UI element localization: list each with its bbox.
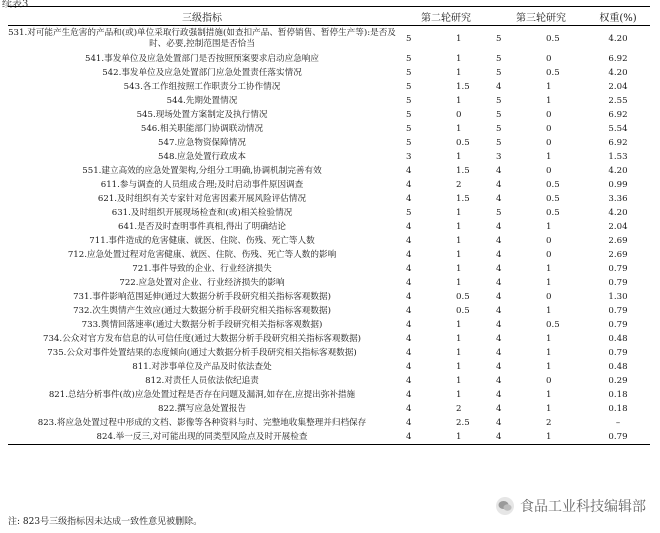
data-table-wrap <box>8 6 650 445</box>
table-row <box>8 164 650 178</box>
table-row <box>8 360 650 374</box>
weight-cell: 5.54 <box>608 123 628 134</box>
round3-spread-cell: 1 <box>546 389 552 400</box>
round3-spread-cell: 0 <box>546 53 552 64</box>
round2-score-cell: 4 <box>406 263 412 274</box>
watermark <box>496 496 646 516</box>
indicator-table <box>8 6 650 445</box>
table-row <box>8 66 650 80</box>
weight-cell: 0.48 <box>608 361 628 372</box>
round3-spread-cell: 0.5 <box>546 33 560 44</box>
indicator-cell: 812.对责任人员依法依纪追责 <box>145 375 259 386</box>
round3-spread-cell: 0.5 <box>546 193 560 204</box>
round3-spread-cell: 1 <box>546 305 552 316</box>
round3-score-cell: 4 <box>496 333 502 344</box>
round3-spread-cell: 1 <box>546 361 552 372</box>
round3-score-cell: 4 <box>496 235 502 246</box>
round2-score-cell: 5 <box>406 33 412 44</box>
round2-score-cell: 5 <box>406 137 412 148</box>
round3-score-cell: 4 <box>496 375 502 386</box>
round2-spread-cell: 1 <box>456 361 462 372</box>
round2-spread-cell: 1 <box>456 430 496 445</box>
round3-score-cell: 5 <box>496 67 502 78</box>
weight-cell: 2.04 <box>608 221 628 232</box>
round3-score-cell: 4 <box>496 291 502 302</box>
table-row <box>8 136 650 150</box>
round2-score-cell: 4 <box>406 179 412 190</box>
indicator-cell: 551.建立高效的应急处置架构,分组分工明确,协调机制完善有效 <box>82 165 322 176</box>
round3-spread-cell: 1 <box>546 347 552 358</box>
indicator-cell: 611.参与调查的人员组成合理;及时启动事件原因调查 <box>100 179 304 190</box>
round3-score-cell: 4 <box>496 165 502 176</box>
weight-cell: 6.92 <box>608 53 628 64</box>
round3-spread-cell: 0 <box>546 123 552 134</box>
indicator-cell: 733.舆情回落速率(通过大数据分析手段研究相关指标客观数据) <box>81 319 323 330</box>
indicator-cell: 711.事件造成的危害健康、就医、住院、伤残、死亡等人数 <box>89 235 315 246</box>
round2-score-cell: 4 <box>406 319 412 330</box>
table-row <box>8 122 650 136</box>
round3-spread-cell: 1 <box>546 263 552 274</box>
round3-spread-cell: 1 <box>546 95 552 106</box>
weight-cell: 0.18 <box>608 403 628 414</box>
round2-spread-cell: 1 <box>456 67 462 78</box>
round3-score-cell: 5 <box>496 137 502 148</box>
table-row <box>8 52 650 66</box>
round2-score-cell: 4 <box>406 221 412 232</box>
round3-spread-cell: 0 <box>546 109 552 120</box>
indicator-cell: 548.应急处置行政成本 <box>158 151 246 162</box>
round2-spread-cell: 1.5 <box>456 193 470 204</box>
table-row <box>8 234 650 248</box>
round2-spread-cell: 2 <box>456 403 462 414</box>
round3-spread-cell: 0 <box>546 375 552 386</box>
round3-spread-cell: 0 <box>546 235 552 246</box>
round3-spread-cell: 1 <box>546 430 586 445</box>
indicator-cell: 544.先期处置情况 <box>166 95 238 106</box>
round3-spread-cell: 0 <box>546 165 552 176</box>
round2-score-cell: 4 <box>406 249 412 260</box>
table-row <box>8 108 650 122</box>
indicator-cell: 542.事发单位及应急处置部门应急处置责任落实情况 <box>102 67 302 78</box>
table-header-row <box>8 7 650 26</box>
round3-score-cell: 4 <box>496 305 502 316</box>
table-row <box>8 26 650 53</box>
round3-score-cell: 5 <box>496 123 502 134</box>
round2-score-cell: 5 <box>406 53 412 64</box>
round2-score-cell: 4 <box>406 305 412 316</box>
weight-cell: 4.20 <box>608 33 628 44</box>
indicator-cell: 531.对可能产生危害的产品和(或)单位采取行政强制措施(如查扣产品、暂停销售、暂停生产等):是否及时、必要,控制范围是否恰当 <box>8 28 396 49</box>
round2-score-cell: 4 <box>396 430 456 445</box>
indicator-cell: 734.公众对官方发布信息的认可信任度(通过大数据分析手段研究相关指标客观数据) <box>42 333 362 344</box>
round3-spread-cell: 0 <box>546 291 552 302</box>
round2-spread-cell: 1 <box>456 277 462 288</box>
round2-spread-cell: 0.5 <box>456 137 470 148</box>
round3-spread-cell: 0.5 <box>546 207 560 218</box>
table-row <box>8 94 650 108</box>
table-row <box>8 276 650 290</box>
weight-cell: 0.79 <box>586 430 650 445</box>
table-row <box>8 388 650 402</box>
indicator-cell: 732.次生舆情产生效应(通过大数据分析手段研究相关指标客观数据) <box>73 305 331 316</box>
round3-score-cell: 4 <box>496 263 502 274</box>
indicator-cell: 712.应急处置过程对危害健康、就医、住院、伤残、死亡等人数的影响 <box>67 249 337 260</box>
table-row <box>8 332 650 346</box>
round2-spread-cell: 1 <box>456 347 462 358</box>
round3-score-cell: 4 <box>496 347 502 358</box>
round3-score-cell: 4 <box>496 319 502 330</box>
round2-spread-cell: 2.5 <box>456 417 470 428</box>
header-round3: 第三轮研究 <box>496 7 586 26</box>
round2-score-cell: 4 <box>406 389 412 400</box>
round2-score-cell: 5 <box>406 207 412 218</box>
round2-spread-cell: 1 <box>456 319 462 330</box>
table-body <box>8 26 650 445</box>
weight-cell: 0.48 <box>608 333 628 344</box>
weight-cell: 2.04 <box>608 81 628 92</box>
round2-spread-cell: 1 <box>456 207 462 218</box>
round2-spread-cell: 1 <box>456 235 462 246</box>
indicator-cell: 547.应急物资保障情况 <box>158 137 246 148</box>
round2-spread-cell: 1 <box>456 53 462 64</box>
round3-score-cell: 4 <box>496 389 502 400</box>
indicator-cell: 545.现场处置方案制定及执行情况 <box>136 109 268 120</box>
round2-spread-cell: 1 <box>456 95 462 106</box>
round2-spread-cell: 1 <box>456 249 462 260</box>
round3-score-cell: 5 <box>496 33 502 44</box>
weight-cell: 2.69 <box>608 235 628 246</box>
table-row <box>8 262 650 276</box>
indicator-cell: 722.应急处置对企业、行业经济损失的影响 <box>119 277 285 288</box>
round3-spread-cell: 1 <box>546 277 552 288</box>
weight-cell: 0.18 <box>608 389 628 400</box>
table-row <box>8 318 650 332</box>
weight-cell: 3.36 <box>608 193 628 204</box>
weight-cell: 0.29 <box>608 375 628 386</box>
table-row <box>8 416 650 430</box>
table-row <box>8 206 650 220</box>
weight-cell: 0.99 <box>608 179 628 190</box>
indicator-cell: 731.事件影响范围延伸(通过大数据分析手段研究相关指标客观数据) <box>73 291 331 302</box>
indicator-cell: 546.相关职能部门协调联动情况 <box>140 123 264 134</box>
round3-spread-cell: 1 <box>546 333 552 344</box>
weight-cell: 1.30 <box>608 291 628 302</box>
round3-spread-cell: 1 <box>546 81 552 92</box>
weight-cell: 0.79 <box>608 263 628 274</box>
header-weight: 权重(%) <box>586 7 650 26</box>
indicator-cell: 721.事件导致的企业、行业经济损失 <box>132 263 272 274</box>
round3-score-cell: 5 <box>496 207 502 218</box>
round3-score-cell: 4 <box>496 193 502 204</box>
indicator-cell: 621.及时组织有关专家针对危害因素开展风险评估情况 <box>97 193 307 204</box>
round2-score-cell: 4 <box>406 403 412 414</box>
indicator-cell: 631.及时组织开展现场检查和(或)相关检验情况 <box>111 207 293 218</box>
round2-spread-cell: 2 <box>456 179 462 190</box>
round3-score-cell: 4 <box>496 81 502 92</box>
round2-spread-cell: 1 <box>456 123 462 134</box>
round3-spread-cell: 1 <box>546 221 552 232</box>
round3-score-cell: 5 <box>496 53 502 64</box>
round2-spread-cell: 1 <box>456 263 462 274</box>
weight-cell: 2.69 <box>608 249 628 260</box>
header-indicator: 三级指标 <box>8 7 396 26</box>
weight-cell: – <box>615 417 621 428</box>
table-row <box>8 248 650 262</box>
indicator-cell: 824.举一反三,对可能出现的同类型风险点及时开展检查 <box>8 430 396 445</box>
indicator-cell: 541.事发单位及应急处置部门是否按照预案要求启动应急响应 <box>85 53 319 64</box>
round3-score-cell: 4 <box>496 179 502 190</box>
round2-score-cell: 4 <box>406 375 412 386</box>
round2-score-cell: 5 <box>406 95 412 106</box>
round3-spread-cell: 0 <box>546 249 552 260</box>
round3-score-cell: 5 <box>496 109 502 120</box>
round3-spread-cell: 2 <box>546 417 552 428</box>
round3-spread-cell: 0.5 <box>546 319 560 330</box>
indicator-cell: 811.对涉事单位及产品及时依法查处 <box>132 361 272 372</box>
round3-score-cell: 4 <box>496 361 502 372</box>
round2-spread-cell: 0.5 <box>456 305 470 316</box>
round3-spread-cell: 0 <box>546 137 552 148</box>
wechat-icon <box>496 497 514 515</box>
table-row <box>8 150 650 164</box>
round2-score-cell: 4 <box>406 277 412 288</box>
round2-spread-cell: 1 <box>456 333 462 344</box>
table-row <box>8 80 650 94</box>
round2-score-cell: 4 <box>406 291 412 302</box>
table-row <box>8 192 650 206</box>
round2-score-cell: 5 <box>406 67 412 78</box>
round3-spread-cell: 0.5 <box>546 179 560 190</box>
table-row <box>8 430 650 445</box>
indicator-cell: 821.总结分析事件(故)应急处置过程是否存在问题及漏洞,如存在,应提出弥补措施 <box>48 389 356 400</box>
weight-cell: 6.92 <box>608 109 628 120</box>
weight-cell: 4.20 <box>608 207 628 218</box>
indicator-cell: 543.各工作组按照工作职责分工协作情况 <box>123 81 281 92</box>
round3-score-cell: 4 <box>496 249 502 260</box>
weight-cell: 0.79 <box>608 277 628 288</box>
table-row <box>8 346 650 360</box>
weight-cell: 1.53 <box>608 151 628 162</box>
round3-score-cell: 5 <box>496 95 502 106</box>
round2-score-cell: 5 <box>406 123 412 134</box>
round2-spread-cell: 1 <box>456 221 462 232</box>
weight-cell: 0.79 <box>608 347 628 358</box>
round2-score-cell: 4 <box>406 333 412 344</box>
table-row <box>8 220 650 234</box>
table-row <box>8 178 650 192</box>
weight-cell: 6.92 <box>608 137 628 148</box>
table-row <box>8 290 650 304</box>
round2-score-cell: 4 <box>406 235 412 246</box>
round2-spread-cell: 0 <box>456 109 462 120</box>
round2-spread-cell: 1.5 <box>456 165 470 176</box>
table-row <box>8 304 650 318</box>
table-caption: 续表3 <box>2 0 29 10</box>
round2-score-cell: 4 <box>406 165 412 176</box>
round3-score-cell: 4 <box>496 430 546 445</box>
round2-score-cell: 4 <box>406 417 412 428</box>
round2-score-cell: 5 <box>406 81 412 92</box>
round2-spread-cell: 1.5 <box>456 81 470 92</box>
round3-score-cell: 3 <box>496 151 502 162</box>
round3-score-cell: 4 <box>496 221 502 232</box>
header-round2: 第二轮研究 <box>396 7 496 26</box>
round2-score-cell: 4 <box>406 347 412 358</box>
table-note: 注: 823号三级指标因未达成一致性意见被删除。 <box>8 517 203 527</box>
round3-spread-cell: 0.5 <box>546 67 560 78</box>
round2-spread-cell: 1 <box>456 389 462 400</box>
table-row <box>8 374 650 388</box>
indicator-cell: 823.将应急处置过程中形成的文档、影像等各种资料与时、完整地收集整理并归档保存 <box>37 417 367 428</box>
indicator-cell: 735.公众对事件处置结果的态度倾向(通过大数据分析手段研究相关指标客观数据) <box>47 347 357 358</box>
indicator-cell: 641.是否及时查明事件真相,得出了明确结论 <box>118 221 286 232</box>
round2-spread-cell: 1 <box>456 151 462 162</box>
round2-spread-cell: 1 <box>456 375 462 386</box>
weight-cell: 4.20 <box>608 165 628 176</box>
round3-score-cell: 4 <box>496 417 502 428</box>
weight-cell: 2.55 <box>608 95 628 106</box>
round3-score-cell: 4 <box>496 403 502 414</box>
round2-score-cell: 5 <box>406 109 412 120</box>
round3-spread-cell: 1 <box>546 151 552 162</box>
watermark-text: 食品工业科技编辑部 <box>520 499 646 515</box>
weight-cell: 0.79 <box>608 305 628 316</box>
round2-spread-cell: 0.5 <box>456 291 470 302</box>
weight-cell: 0.79 <box>608 319 628 330</box>
round2-spread-cell: 1 <box>456 33 462 44</box>
weight-cell: 4.20 <box>608 67 628 78</box>
table-row <box>8 402 650 416</box>
round3-spread-cell: 1 <box>546 403 552 414</box>
indicator-cell: 822.撰写应急处置报告 <box>158 403 246 414</box>
round2-score-cell: 4 <box>406 193 412 204</box>
round3-score-cell: 4 <box>496 277 502 288</box>
round2-score-cell: 3 <box>406 151 412 162</box>
round2-score-cell: 4 <box>406 361 412 372</box>
